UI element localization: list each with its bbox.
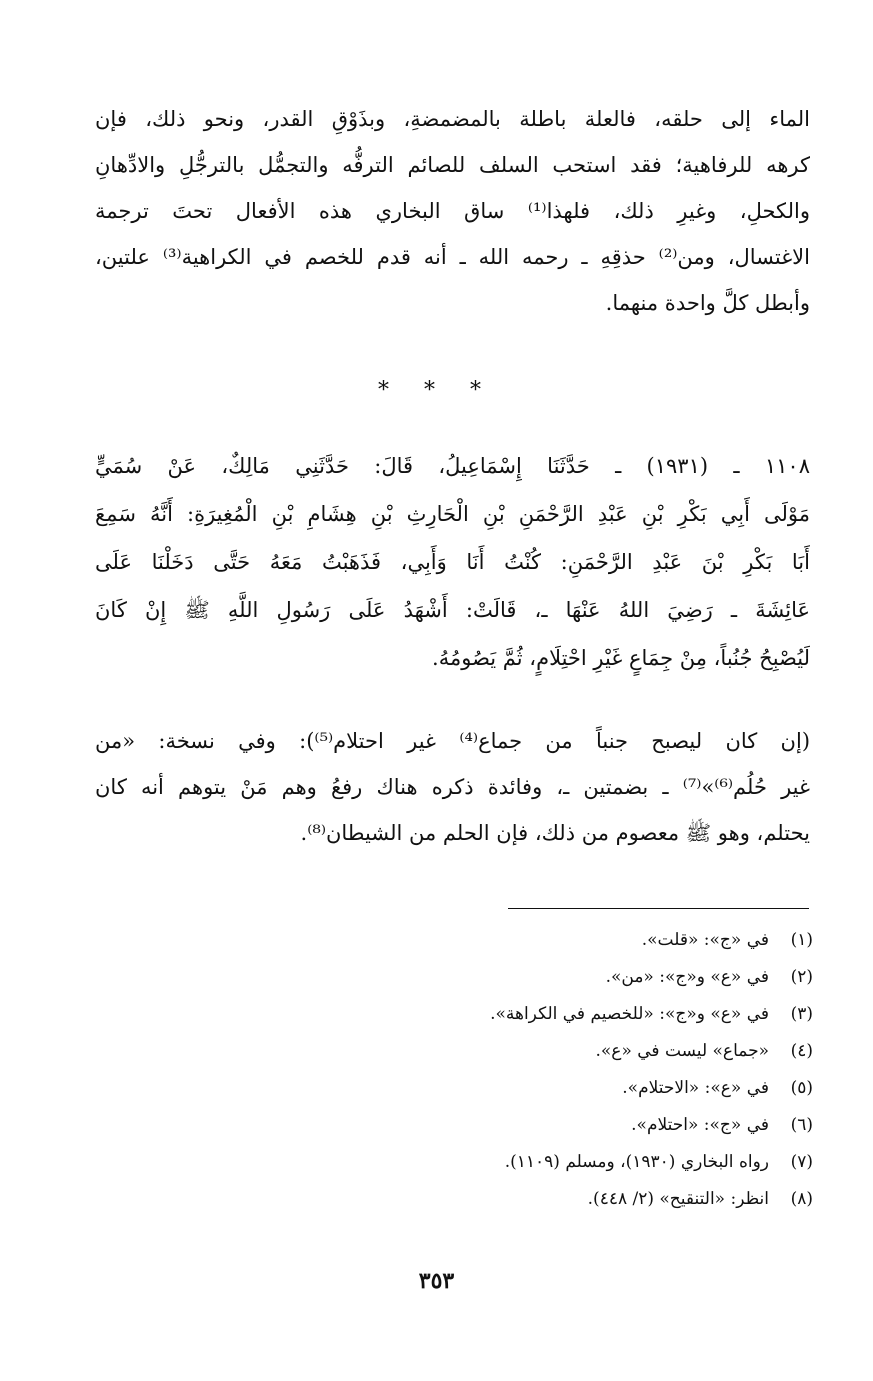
footnote-number: (٤) (790, 1041, 813, 1061)
hadith-line: عَائِشَةَ ـ رَضِيَ اللهُ عَنْهَا ـ، قَالَتْ: أَشْهَدُ عَلَى رَسُولِ اللَّهِ ﷺ إِنْ كَانَ (95, 598, 810, 622)
footnote-text: انظر: «التنقيح» (٢/ ٤٤٨). (587, 1189, 769, 1209)
hadith-line: لَيُصْبِحُ جُنُباً، مِنْ جِمَاعٍ غَيْرِ احْتِلَامٍ، ثُمَّ يَصُومُهُ. (432, 646, 810, 670)
text-line: الماء إلى حلقه، فالعلة باطلة بالمضمضةِ، وبذَوْقِ القدر، ونحو ذلك، فإن (95, 107, 810, 131)
commentary-paragraph (95, 718, 810, 856)
footnote (253, 1181, 813, 1218)
text-line: الاغتسال، ومن⁽²⁾ حذقِهِ ـ رحمه الله ـ أنه قدم للخصم في الكراهية⁽³⁾ علتين، (95, 245, 810, 269)
text-line: والكحلِ، وغيرِ ذلك، فلهذا⁽¹⁾ ساق البخاري هذه الأفعال تحتَ ترجمة (95, 199, 810, 223)
footnotes (253, 922, 813, 1218)
footnote-number: (٥) (790, 1078, 813, 1098)
footnote-text: في «ع» و«ج»: «من». (605, 967, 769, 987)
paragraph-intro (95, 96, 810, 326)
footnote-number: (٦) (790, 1115, 813, 1135)
footnote-text: في «ع»: «الاحتلام». (622, 1078, 769, 1098)
hadith-line: مَوْلَى أَبِي بَكْرِ بْنِ عَبْدِ الرَّحْمَنِ بْنِ الْحَارِثِ بْنِ هِشَامِ بْنِ الْمُغِيرَةِ: أَنَّهُ سَمِعَ (95, 502, 810, 526)
hadith-text (95, 442, 810, 682)
text-line: كرهه للرفاهية؛ فقد استحب السلف للصائم الترفُّه والتجمُّل بالترجُّلِ والادِّهانِ (95, 153, 810, 177)
footnote (253, 996, 813, 1033)
footnote-number: (٢) (790, 967, 813, 987)
footnote-number: (٣) (790, 1004, 813, 1024)
text-line: وأبطل كلَّ واحدة منهما. (605, 291, 810, 315)
footnote-text: في «ع» و«ج»: «للخصيم في الكراهة». (490, 1004, 769, 1024)
page-number: ٣٥٣ (418, 1268, 455, 1294)
hadith-line: أَبَا بَكْرِ بْنَ عَبْدِ الرَّحْمَنِ: كُنْتُ أَنَا وَأَبِي، فَذَهَبْتُ مَعَهُ حَتَّى دَخَلْنَا عَلَى (95, 550, 810, 574)
footnote-text: رواه البخاري (١٩٣٠)، ومسلم (١١٠٩). (504, 1152, 769, 1172)
text-line: غير حُلُم⁽⁶⁾»⁽⁷⁾ ـ بضمتين ـ، وفائدة ذكره هناك رفعُ وهم مَنْ يتوهم أنه كان (95, 775, 810, 799)
footnote-number: (٨) (790, 1189, 813, 1209)
footnote-number: (٧) (790, 1152, 813, 1172)
footnote-divider (508, 908, 809, 909)
section-separator: * * * (378, 378, 495, 403)
footnote (253, 1144, 813, 1181)
footnote-text: في «ج»: «احتلام». (631, 1115, 769, 1135)
footnote-text: في «ج»: «قلت». (641, 930, 769, 950)
footnote (253, 922, 813, 959)
footnote (253, 1107, 813, 1144)
footnote (253, 959, 813, 996)
footnote-number: (١) (790, 930, 813, 950)
text-line: (إن كان ليصبح جنباً من جماع⁽⁴⁾ غير احتلام⁽⁵⁾): وفي نسخة: «من (95, 729, 810, 753)
footnote (253, 1033, 813, 1070)
text-line: يحتلم، وهو ﷺ معصوم من ذلك، فإن الحلم من الشيطان⁽⁸⁾. (300, 821, 810, 845)
footnote-text: «جماع» ليست في «ع». (595, 1041, 769, 1061)
hadith-line: ١١٠٨ ـ (١٩٣١) ـ حَدَّثَنَا إِسْمَاعِيلُ، قَالَ: حَدَّثَنِي مَالِكٌ، عَنْ سُمَيٍّ (95, 454, 810, 478)
footnote (253, 1070, 813, 1107)
